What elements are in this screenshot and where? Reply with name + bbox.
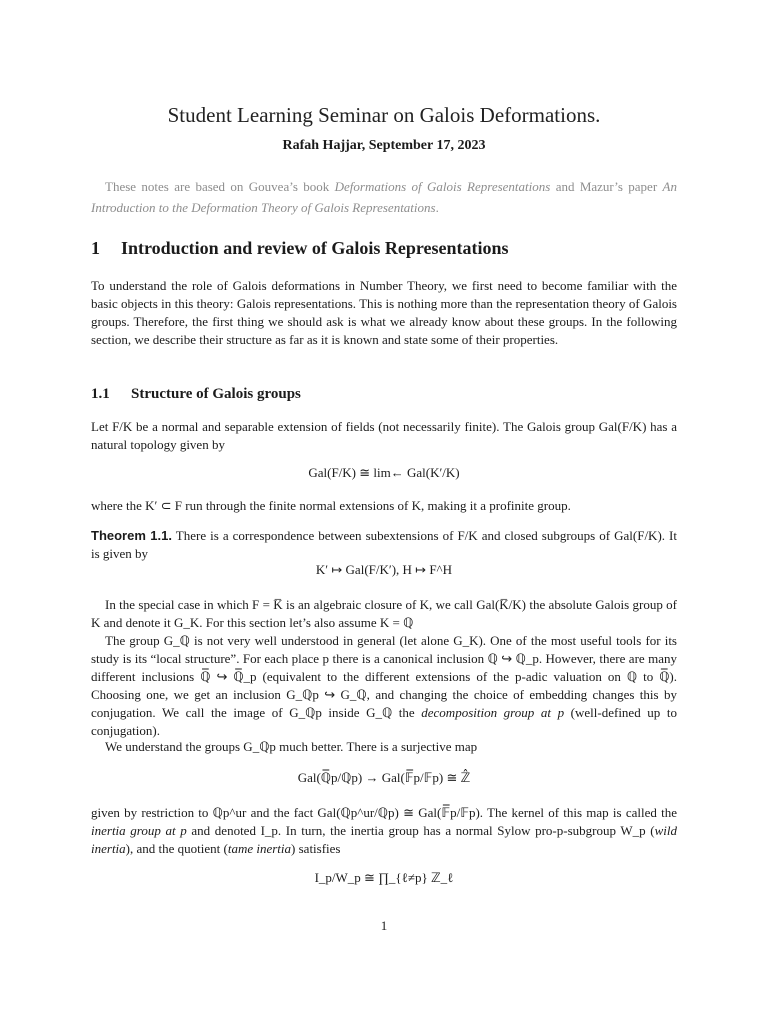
theorem-label: Theorem 1.1.: [91, 528, 172, 543]
theorem-text: There is a correspondence between subextensions of F/K and closed subgroups of Gal(F/K). It is given by: [91, 528, 677, 561]
equation-3: Gal(ℚ̅p/ℚp) → Gal(𝔽̅p/𝔽p) ≅ ℤ̂: [297, 770, 471, 785]
equation-4: I_p/W_p ≅ ∏_{ℓ≠p} ℤ_ℓ: [314, 870, 454, 885]
section-heading: [91, 238, 677, 259]
paragraph-2: where the K′ ⊂ F run through the finite normal extensions of K, making it a profinite group.: [91, 498, 571, 513]
emphasis-term: wild inertia: [91, 823, 678, 856]
abstract-text: These notes are based on Gouvea’s book: [105, 179, 335, 194]
paragraph-6: [91, 804, 677, 858]
paragraph-text: (well-defined up to conjugation).: [91, 705, 677, 738]
emphasis-term: decomposition group at p: [421, 705, 565, 720]
emphasis-term: inertia group at p: [91, 823, 187, 838]
paragraph-4: [91, 632, 677, 740]
subsection-number: 1.1: [91, 386, 110, 402]
paragraph-text: and denoted I_p. In turn, the inertia group has a normal Sylow pro-p-subgroup W_p (: [186, 823, 655, 838]
paragraph-1: Let F/K be a normal and separable extension of fields (not necessarily finite). The Galois group Gal(F/K) has a natural topology given by: [91, 419, 677, 452]
page-number: 1: [380, 918, 388, 933]
section-number: 1: [91, 238, 100, 258]
paragraph-text: ), and the quotient (: [125, 841, 228, 856]
abstract-text: and Mazur’s paper: [550, 179, 663, 194]
abstract: [91, 176, 677, 218]
abstract-text: .: [435, 200, 439, 215]
equation-1: Gal(F/K) ≅ lim← Gal(K′/K): [308, 465, 460, 480]
section-title: Introduction and review of Galois Representations: [121, 238, 509, 258]
abstract-paper-title: An Introduction to the Deformation Theory of Galois Representations: [91, 179, 677, 215]
paragraph-text: ) satisfies: [291, 841, 341, 856]
equation-2: K′ ↦ Gal(F/K′), H ↦ F^H: [315, 562, 453, 577]
paragraph-text: The group G_ℚ is not very well understood in general (let alone G_K). One of the most useful tools for its study is its “local structure”. For each place p there is a canonical inclusion ℚ ↪ ℚ_p. However, there are many different inclusions ℚ̅ ↪ ℚ̅_p (equivalent to the different extensions of the p-adic valuation on ℚ to ℚ̅). Choosing one, we get an inclusion G_ℚp ↪ G_ℚ, and changing the choice of embedding changes this by conjugation. We call the image of G_ℚp inside G_ℚ the: [91, 633, 677, 720]
paragraph-5: We understand the groups G_ℚp much better. There is a surjective map: [105, 739, 478, 754]
abstract-book-title: Deformations of Galois Representations: [334, 179, 551, 194]
emphasis-term: tame inertia: [227, 841, 292, 856]
subsection-heading: [91, 386, 677, 403]
intro-paragraph: To understand the role of Galois deformations in Number Theory, we first need to become familiar with the basic objects in this theory: Galois representations. This is nothing more than the representation theory of Galois groups. Therefore, the first thing we should ask is what we already know about these groups. In the following section, we describe their structure as far as it is known and state some of their properties.: [91, 278, 677, 347]
theorem-1-1: [91, 527, 677, 563]
paragraph-3: In the special case in which F = K̅ is an algebraic closure of K, we call Gal(K̅/K) the absolute Galois group of K and denote it G_K. For this section let’s also assume K = ℚ: [91, 597, 677, 630]
paragraph-text: given by restriction to ℚp^ur and the fact Gal(ℚp^ur/ℚp) ≅ Gal(𝔽̅p/𝔽p). The kernel of this map is called the: [91, 805, 677, 820]
subsection-title: Structure of Galois groups: [131, 386, 301, 402]
author-line: Rafah Hajjar, September 17, 2023: [282, 138, 486, 153]
paper-title: Student Learning Seminar on Galois Deformations.: [167, 103, 601, 127]
